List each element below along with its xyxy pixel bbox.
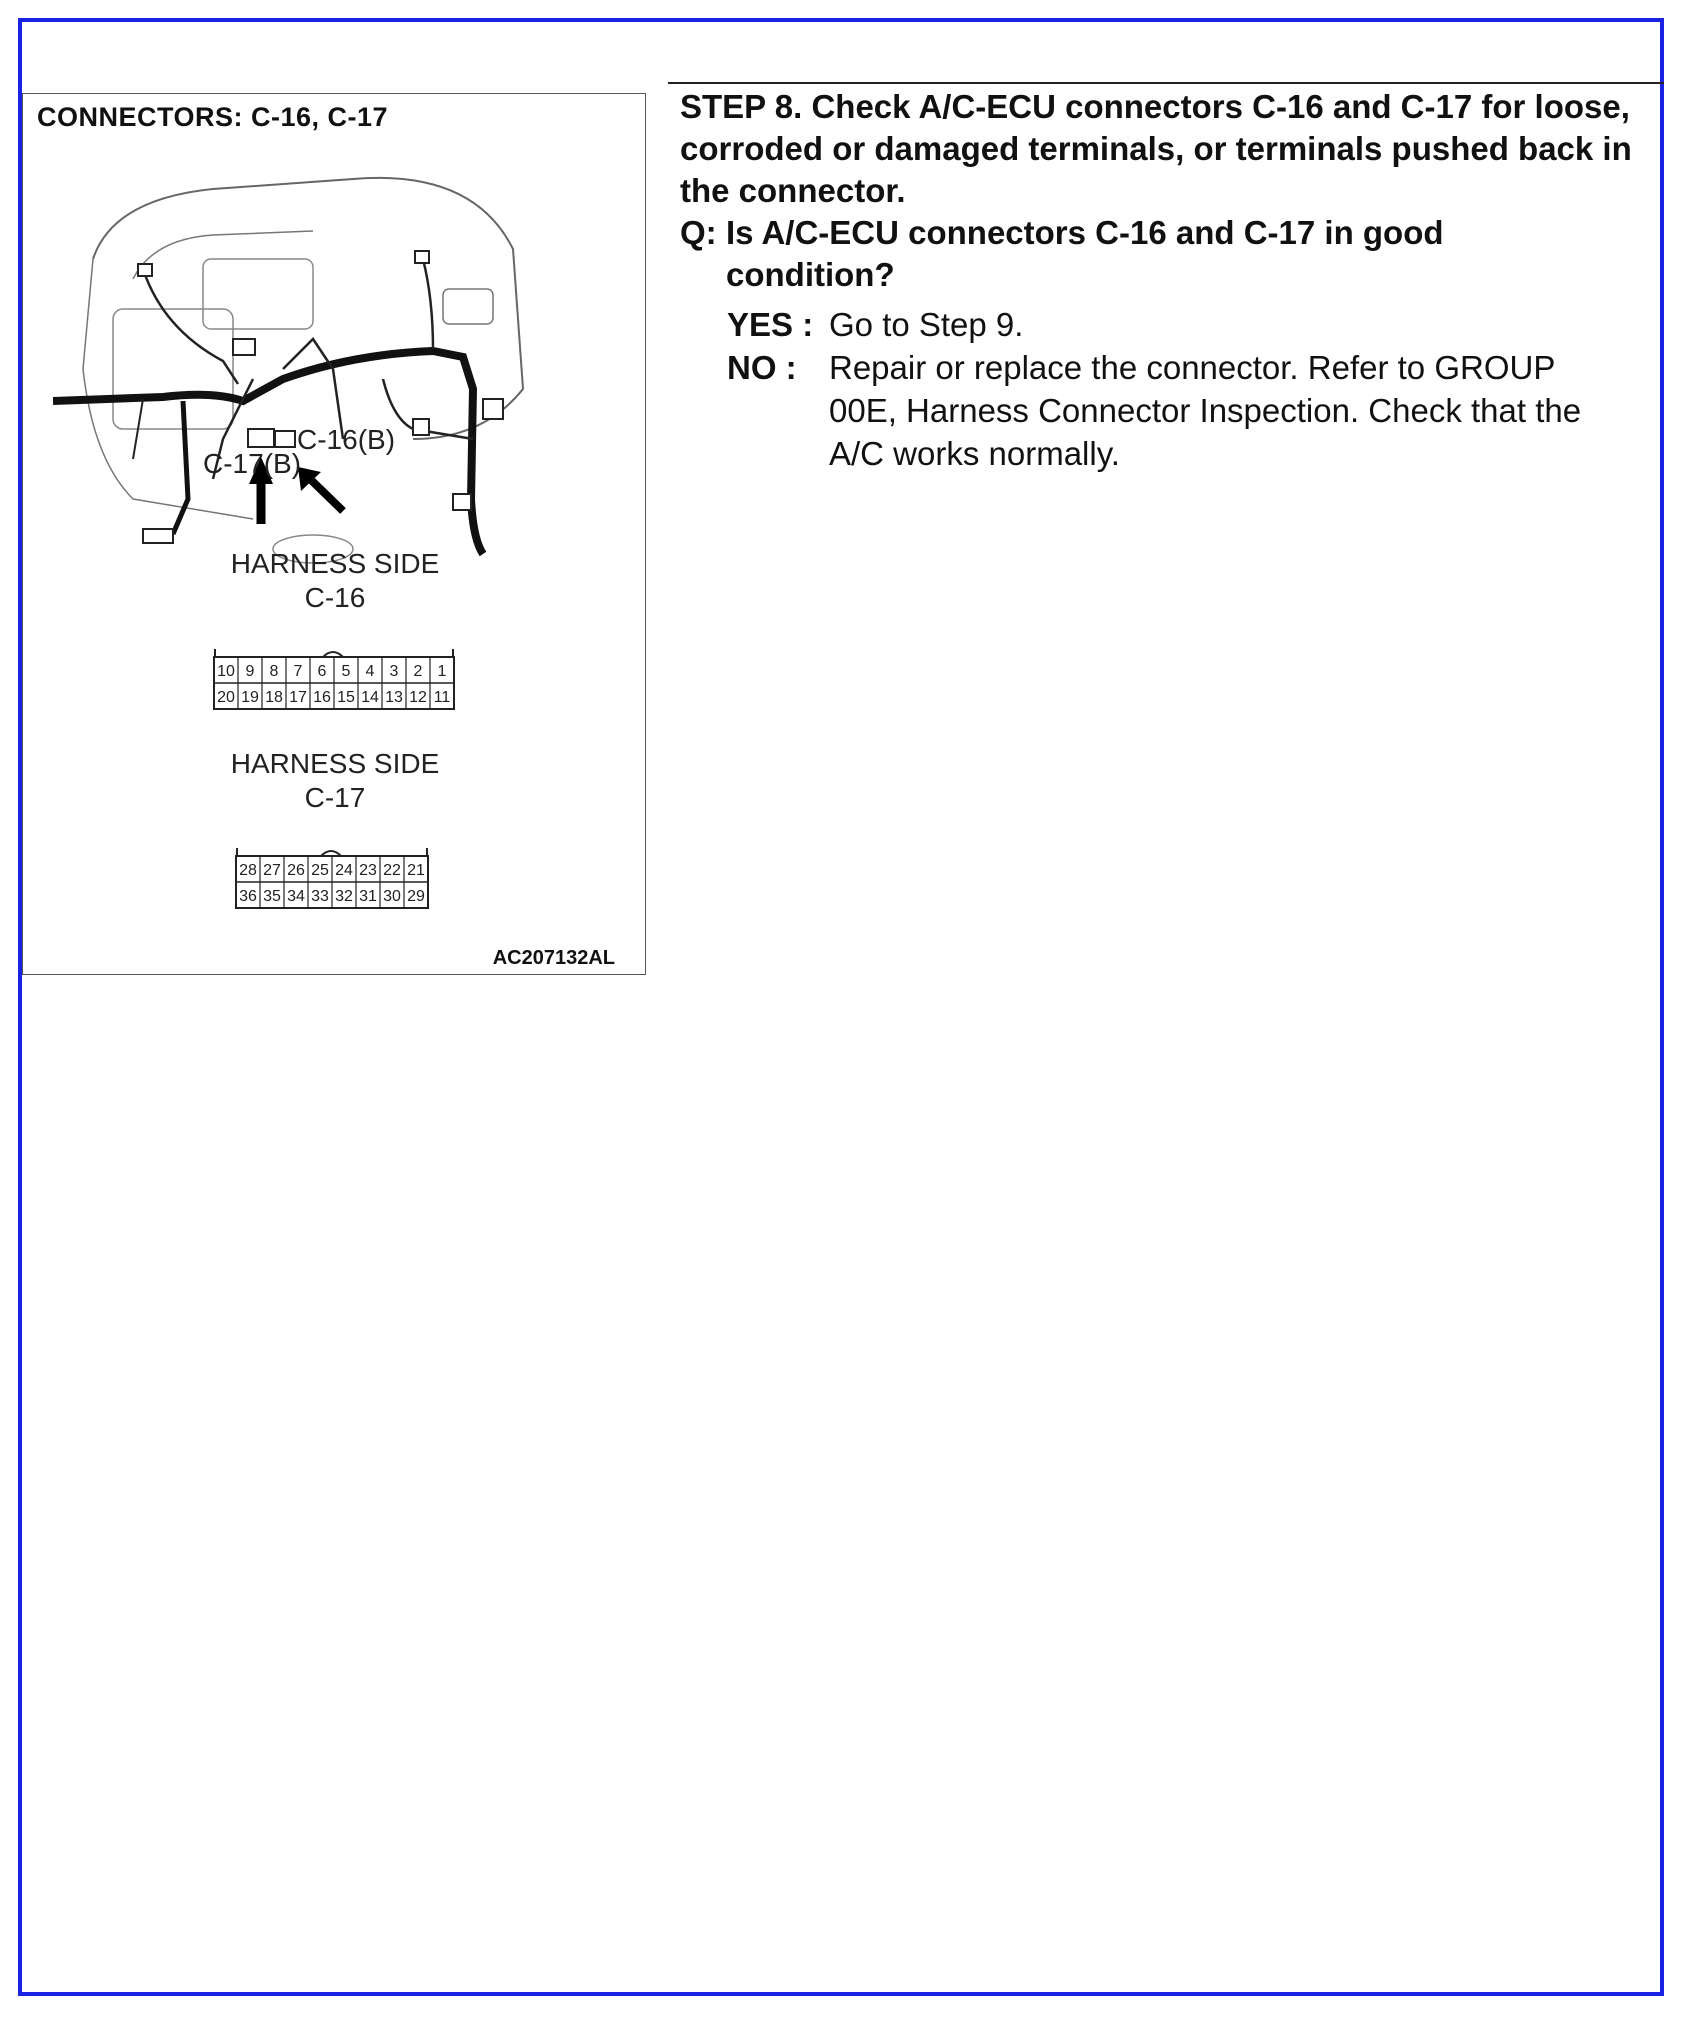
c16-pin-6: 6	[317, 663, 327, 680]
c17-pin-23: 23	[359, 862, 377, 879]
c16-pin-18: 18	[265, 689, 283, 706]
c17-pin-29: 29	[407, 888, 425, 905]
question-text: Is A/C-ECU connectors C-16 and C-17 in good condition?	[726, 214, 1444, 293]
c16-pin-12: 12	[409, 689, 427, 706]
step-heading: STEP 8. Check A/C-ECU connectors C-16 and C-17 for loose, corroded or damaged terminals, or terminals pushed back in the connector.	[680, 88, 1632, 209]
c17-pin-32: 32	[335, 888, 353, 905]
callout-c16: C-16(B)	[297, 424, 396, 455]
c16-pin-8: 8	[269, 663, 279, 680]
c17-pin-34: 34	[287, 888, 305, 905]
c17-pin-21: 21	[407, 862, 425, 879]
c16-pin-15: 15	[337, 689, 355, 706]
no-label: NO :	[727, 349, 797, 386]
connector-figure	[22, 93, 646, 975]
c17-pin-36: 36	[239, 888, 257, 905]
connector-c17-pinout	[235, 846, 445, 910]
callout-c17: C-17(B)	[203, 448, 302, 479]
harness-c17-caption	[23, 747, 647, 815]
figure-title: CONNECTORS: C-16, C-17	[37, 102, 389, 132]
c17-pin-31: 31	[359, 888, 377, 905]
dashboard-harness-drawing	[53, 139, 573, 569]
no-answer	[727, 346, 1629, 475]
c17-pin-35: 35	[263, 888, 281, 905]
no-text: Repair or replace the connector. Refer to GROUP 00E, Harness Connector Inspection. Check that the A/C works normally.	[829, 349, 1582, 472]
c16-pin-19: 19	[241, 689, 259, 706]
c16-pin-4: 4	[365, 663, 375, 680]
c17-pin-22: 22	[383, 862, 401, 879]
c16-pin-7: 7	[293, 663, 303, 680]
c16-pin-16: 16	[313, 689, 331, 706]
harness-c17-line2: C-17	[304, 782, 366, 813]
c16-pin-1: 1	[437, 663, 447, 680]
c17-pin-28: 28	[239, 862, 257, 879]
yes-text: Go to Step 9.	[829, 306, 1024, 343]
c16-pin-10: 10	[217, 663, 235, 680]
c16-pin-13: 13	[385, 689, 403, 706]
c16-pin-9: 9	[245, 663, 255, 680]
harness-c16-line2: C-16	[304, 582, 366, 613]
c17-pin-27: 27	[263, 862, 281, 879]
yes-answer	[727, 303, 1629, 346]
c17-pin-30: 30	[383, 888, 401, 905]
question-label: Q:	[680, 214, 717, 251]
c17-pin-26: 26	[287, 862, 305, 879]
figure-code: AC207132AL	[492, 947, 615, 969]
c16-pin-17: 17	[289, 689, 307, 706]
c17-pin-33: 33	[311, 888, 329, 905]
c16-pin-5: 5	[341, 663, 351, 680]
c16-pin-20: 20	[217, 689, 235, 706]
harness-c16-line1: HARNESS SIDE	[230, 548, 440, 579]
c16-pin-14: 14	[361, 689, 379, 706]
c16-pin-2: 2	[413, 663, 423, 680]
yes-label: YES :	[727, 306, 814, 343]
c16-pin-3: 3	[389, 663, 399, 680]
connector-c16-pinout	[213, 647, 483, 711]
question-block	[680, 212, 1640, 296]
c17-pin-25: 25	[311, 862, 329, 879]
harness-c17-line1: HARNESS SIDE	[230, 748, 440, 779]
harness-c16-caption	[23, 547, 647, 615]
c17-pin-24: 24	[335, 862, 353, 879]
c16-pin-11: 11	[433, 689, 451, 706]
section-rule	[668, 82, 1664, 84]
